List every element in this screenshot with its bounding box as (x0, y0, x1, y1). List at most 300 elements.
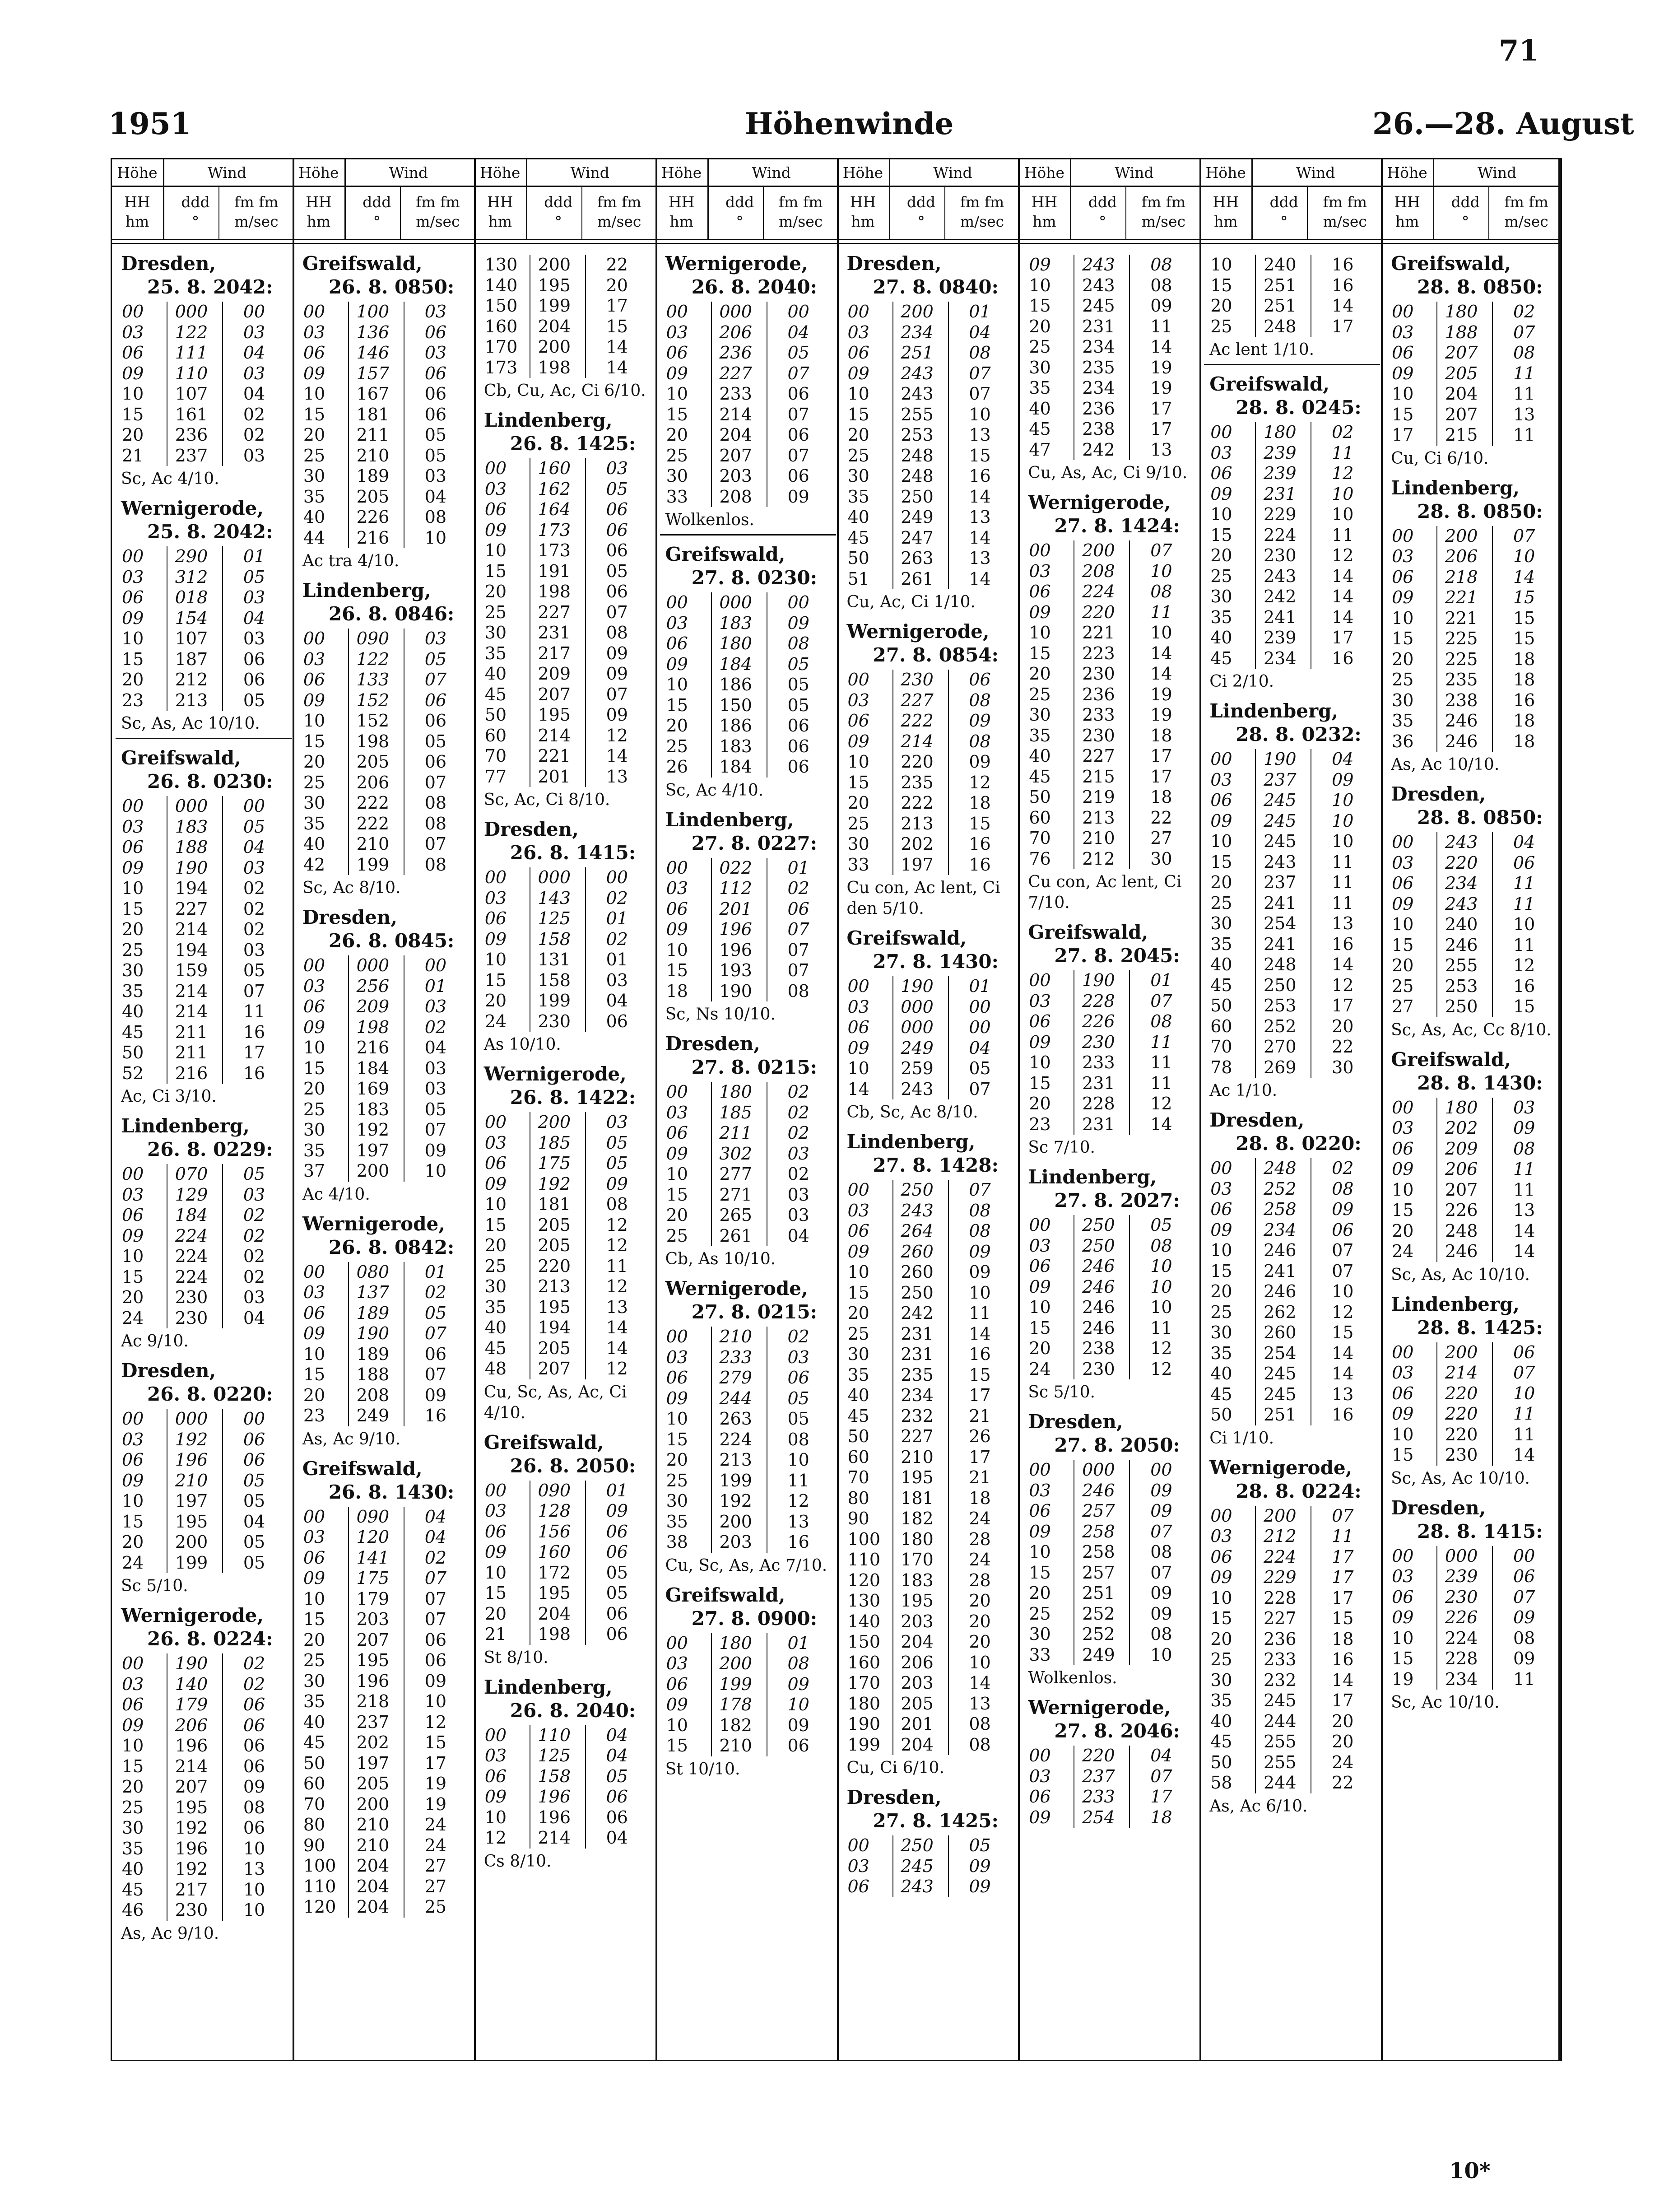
table-row (841, 814, 1018, 834)
height-cell: 25 (1392, 670, 1414, 689)
height-cell: 38 (666, 1532, 688, 1552)
speed-cell: 03 (424, 302, 447, 321)
direction-cell: 254 (1263, 1343, 1297, 1363)
direction-cell: 192 (175, 1429, 208, 1449)
column-header (1200, 159, 1382, 241)
speed-cell: 10 (1332, 1281, 1354, 1301)
height-cell: 76 (1029, 848, 1051, 869)
speed-cell: 08 (969, 1714, 991, 1734)
speed-cell: 09 (969, 1241, 991, 1262)
height-cell: 120 (847, 1570, 881, 1590)
direction-cell: 196 (175, 1838, 208, 1858)
height-cell: 30 (1210, 587, 1232, 606)
height-cell: 00 (666, 592, 688, 612)
direction-cell: 080 (356, 1262, 390, 1282)
speed-cell: 11 (1513, 935, 1535, 955)
observation-time: 28. 8. 0232: (1236, 723, 1362, 745)
height-cell: 06 (122, 1450, 144, 1470)
table-row (479, 1256, 655, 1277)
height-cell: 20 (847, 1303, 869, 1323)
speed-cell: 05 (969, 1835, 991, 1855)
height-cell: 15 (303, 731, 325, 751)
table-row (1204, 1384, 1380, 1405)
speed-cell: 04 (424, 1038, 447, 1057)
height-cell: 30 (847, 1344, 869, 1364)
direction-cell: 241 (1263, 607, 1297, 627)
height-cell: 00 (303, 302, 325, 321)
speed-cell: 06 (424, 363, 447, 383)
table-row (1385, 608, 1562, 629)
table-row (116, 1900, 292, 1921)
direction-cell: 112 (719, 878, 752, 898)
direction-cell: 232 (1263, 1670, 1297, 1690)
table-row (479, 664, 655, 685)
height-cell: 00 (847, 302, 869, 321)
height-cell: 20 (1210, 1281, 1232, 1301)
header-cell: Wind (1115, 164, 1154, 182)
table-row (1023, 378, 1199, 399)
table-row (1204, 1506, 1380, 1527)
speed-cell: 19 (1150, 378, 1172, 398)
speed-cell: 04 (969, 322, 991, 342)
height-cell: 40 (1210, 1364, 1232, 1383)
height-cell: 20 (122, 1532, 144, 1552)
height-cell: 70 (484, 746, 507, 766)
direction-cell: 224 (719, 1429, 752, 1449)
direction-cell: 237 (1263, 769, 1297, 790)
station-name: Dresden, (665, 1033, 760, 1055)
speed-cell: 03 (243, 857, 265, 878)
table-row (1204, 566, 1380, 587)
speed-cell: 21 (969, 1406, 991, 1426)
observation-time: 27. 8. 2045: (1054, 945, 1180, 967)
speed-cell: 11 (1513, 1669, 1535, 1689)
speed-cell: 12 (606, 1276, 628, 1296)
speed-cell: 24 (424, 1835, 447, 1855)
table-row (116, 1512, 292, 1532)
direction-cell: 205 (356, 752, 390, 772)
wind-rows (1385, 832, 1562, 1017)
height-cell: 09 (303, 1017, 325, 1037)
direction-cell: 141 (356, 1547, 390, 1568)
height-cell: 15 (847, 772, 869, 792)
observation-time: 27. 8. 0215: (691, 1056, 818, 1078)
table-row (1204, 1364, 1380, 1384)
height-cell: 09 (303, 1323, 325, 1343)
direction-cell: 256 (356, 976, 390, 996)
table-row (841, 1591, 1018, 1611)
table-row (479, 1235, 655, 1256)
station-block (841, 252, 1018, 613)
direction-cell: 190 (356, 1323, 390, 1343)
direction-cell: 156 (538, 1521, 571, 1541)
cloud-note: Cb, Sc, Ac 8/10. (846, 1103, 978, 1122)
height-cell: 06 (122, 1695, 144, 1714)
cloud-note: Sc, Ns 10/10. (665, 1005, 776, 1024)
table-row (479, 296, 655, 317)
direction-cell: 245 (1263, 790, 1297, 810)
station-block (1023, 921, 1199, 1158)
direction-cell: 204 (1445, 384, 1478, 404)
speed-cell: 11 (969, 1303, 991, 1323)
observation-time: 26. 8. 0842: (328, 1236, 455, 1258)
speed-cell: 07 (1513, 322, 1535, 342)
speed-cell: 10 (1513, 914, 1535, 934)
height-cell: 00 (122, 546, 144, 566)
height-cell: 09 (1029, 1032, 1051, 1052)
header-cell: fm fm (234, 193, 279, 211)
station-block (1204, 1456, 1380, 1817)
direction-cell: 258 (1082, 1542, 1115, 1562)
table-row (660, 1388, 836, 1409)
table-row (1023, 1583, 1199, 1604)
speed-cell: 20 (1332, 1732, 1354, 1751)
table-row (841, 690, 1018, 711)
height-cell: 10 (1029, 623, 1051, 643)
table-row (297, 322, 473, 343)
table-row (1204, 1670, 1380, 1691)
table-row (1204, 1016, 1380, 1037)
direction-cell: 157 (356, 363, 390, 383)
direction-cell: 202 (1445, 1118, 1478, 1138)
height-cell: 06 (484, 1766, 507, 1786)
height-cell: 10 (847, 1058, 869, 1078)
station-block (479, 1676, 655, 1872)
speed-cell: 07 (969, 1079, 991, 1099)
height-cell: 30 (303, 1120, 325, 1140)
direction-cell: 258 (1263, 1199, 1297, 1219)
speed-cell: 17 (969, 1447, 991, 1467)
table-row (116, 858, 292, 879)
height-cell: 25 (303, 772, 325, 792)
direction-cell: 186 (719, 716, 752, 736)
direction-cell: 195 (356, 1650, 390, 1670)
height-cell: 45 (1210, 975, 1232, 995)
wind-rows (841, 302, 1018, 589)
speed-cell: 10 (969, 1282, 991, 1303)
direction-cell: 000 (538, 867, 571, 887)
height-cell: 40 (122, 1001, 144, 1021)
station-block (479, 409, 655, 810)
height-cell: 09 (1029, 1276, 1051, 1297)
height-cell: 15 (1029, 1318, 1051, 1338)
speed-cell: 00 (787, 592, 809, 612)
height-cell: 42 (303, 854, 325, 875)
column-separator (655, 159, 657, 2060)
direction-cell: 195 (901, 1467, 934, 1487)
direction-cell: 136 (356, 322, 390, 342)
table-row (1385, 955, 1562, 976)
station-block (1204, 1108, 1380, 1449)
height-cell: 03 (1210, 769, 1232, 790)
station-block (479, 1431, 655, 1668)
cloud-note: Cs 8/10. (483, 1852, 552, 1871)
cloud-note: Cu con, Ac lent, Ci 7/10. (1028, 873, 1182, 912)
direction-cell: 194 (175, 940, 208, 960)
height-cell: 10 (847, 384, 869, 404)
speed-cell: 16 (787, 1532, 809, 1552)
direction-cell: 207 (175, 1777, 208, 1797)
direction-cell: 214 (175, 981, 208, 1001)
direction-cell: 231 (1263, 484, 1297, 504)
direction-cell: 195 (538, 1583, 571, 1603)
station-name: Wernigerode, (846, 620, 990, 643)
direction-cell: 243 (901, 1079, 934, 1099)
table-row (841, 1303, 1018, 1324)
speed-cell: 11 (1332, 852, 1354, 872)
header-cell: Höhe (1205, 164, 1246, 182)
height-cell: 35 (1210, 607, 1232, 627)
direction-cell: 261 (901, 568, 934, 589)
table-row (1204, 1588, 1380, 1609)
speed-cell: 13 (1513, 1200, 1535, 1220)
speed-cell: 10 (1513, 1383, 1535, 1403)
direction-cell: 198 (538, 582, 571, 601)
table-row (1385, 873, 1562, 894)
table-row (479, 1563, 655, 1583)
speed-cell: 17 (1150, 766, 1172, 787)
station-block (1023, 1410, 1199, 1689)
direction-cell: 312 (175, 567, 208, 587)
speed-cell: 18 (1150, 1807, 1172, 1827)
height-cell: 45 (1210, 648, 1232, 668)
direction-cell: 140 (175, 1674, 208, 1694)
header-sep (763, 186, 764, 239)
direction-cell: 251 (1263, 296, 1297, 316)
speed-cell: 05 (243, 690, 265, 710)
table-row (1023, 970, 1199, 991)
station-name: Lindenberg, (483, 409, 613, 431)
speed-cell: 01 (969, 302, 991, 321)
direction-cell: 196 (538, 1787, 571, 1807)
direction-cell: 243 (901, 363, 934, 383)
table-row (1023, 358, 1199, 378)
table-row (1023, 1807, 1199, 1828)
cloud-note: Wolkenlos. (1028, 1669, 1117, 1687)
speed-cell: 06 (243, 649, 265, 669)
wind-rows (297, 302, 473, 548)
speed-cell: 08 (1332, 1178, 1354, 1199)
direction-cell: 212 (175, 670, 208, 689)
speed-cell: 16 (969, 834, 991, 854)
speed-cell: 10 (969, 1652, 991, 1672)
table-row (1204, 1179, 1380, 1200)
speed-cell: 22 (1332, 1773, 1354, 1793)
cloud-note: As, Ac 9/10. (302, 1430, 401, 1448)
height-cell: 20 (484, 1603, 507, 1624)
height-cell: 09 (666, 654, 688, 674)
direction-cell: 231 (901, 1323, 934, 1344)
observation-time: 28. 8. 0850: (1417, 276, 1543, 298)
speed-cell: 03 (424, 1079, 447, 1099)
station-name: Wernigerode, (665, 1277, 808, 1299)
direction-cell: 231 (538, 623, 571, 643)
table-row (479, 746, 655, 767)
speed-cell: 17 (1150, 398, 1172, 419)
table-row (660, 1144, 836, 1164)
table-row (1385, 997, 1562, 1017)
direction-cell: 221 (1445, 587, 1478, 607)
speed-cell: 03 (424, 997, 447, 1016)
wind-rows (297, 1262, 473, 1426)
speed-cell: 03 (787, 1184, 809, 1205)
speed-cell: 08 (787, 633, 809, 653)
header-cell: ° (554, 213, 562, 230)
direction-cell: 195 (901, 1591, 934, 1611)
wind-rows (1023, 1215, 1199, 1379)
speed-cell: 02 (1332, 1158, 1354, 1178)
direction-cell: 236 (175, 425, 208, 445)
speed-cell: 02 (243, 899, 265, 919)
direction-cell: 196 (538, 1807, 571, 1827)
direction-cell: 243 (901, 384, 934, 404)
table-row (1204, 1752, 1380, 1773)
height-cell: 35 (303, 813, 325, 834)
direction-cell: 181 (356, 404, 390, 424)
header-sep (344, 159, 346, 239)
direction-cell: 203 (356, 1609, 390, 1629)
direction-cell: 205 (538, 1215, 571, 1235)
table-row (297, 976, 473, 997)
height-cell: 190 (847, 1714, 881, 1734)
speed-cell: 09 (424, 1385, 447, 1405)
direction-cell: 241 (1263, 934, 1297, 954)
table-row (1023, 1542, 1199, 1563)
direction-cell: 230 (175, 1900, 208, 1920)
table-row (479, 726, 655, 746)
wind-rows (1023, 1746, 1199, 1828)
table-row (1385, 629, 1562, 649)
direction-cell: 090 (538, 1480, 571, 1500)
height-cell: 30 (303, 1671, 325, 1691)
table-row (297, 773, 473, 793)
direction-cell: 279 (719, 1368, 752, 1388)
direction-cell: 245 (1082, 296, 1115, 316)
speed-cell: 08 (1513, 343, 1535, 363)
height-cell: 30 (122, 960, 144, 980)
direction-cell: 260 (901, 1241, 934, 1262)
table-row (479, 458, 655, 479)
table-row (1385, 690, 1562, 711)
header-cell: m/sec (1323, 213, 1367, 230)
speed-cell: 05 (1150, 1215, 1172, 1235)
table-row (1023, 1624, 1199, 1645)
table-row (1385, 567, 1562, 588)
direction-cell: 263 (901, 548, 934, 568)
observation-time: 27. 8. 0215: (691, 1301, 818, 1323)
table-row (1385, 1221, 1562, 1242)
table-row (297, 814, 473, 834)
table-row (116, 1777, 292, 1798)
table-row (297, 1794, 473, 1815)
speed-cell: 07 (969, 384, 991, 404)
table-row (116, 1450, 292, 1471)
speed-cell: 03 (243, 445, 265, 466)
table-row (1204, 1690, 1380, 1711)
speed-cell: 14 (969, 527, 991, 548)
table-row (297, 834, 473, 855)
table-row (660, 716, 836, 736)
speed-cell: 07 (1150, 1562, 1172, 1583)
height-cell: 20 (666, 1205, 688, 1225)
height-cell: 40 (1210, 628, 1232, 647)
header-sep (526, 159, 527, 239)
height-cell: 03 (1210, 1526, 1232, 1546)
table-row (1385, 526, 1562, 547)
direction-cell: 206 (901, 1652, 934, 1672)
table-row (841, 1365, 1018, 1386)
table-row (1204, 1057, 1380, 1078)
table-row (479, 1583, 655, 1604)
direction-cell: 214 (1445, 1363, 1478, 1383)
speed-cell: 24 (969, 1550, 991, 1569)
table-row (841, 1385, 1018, 1406)
table-row (116, 1798, 292, 1818)
station-name: Lindenberg, (483, 1676, 613, 1698)
speed-cell: 20 (1332, 1711, 1354, 1731)
speed-cell: 10 (1332, 831, 1354, 851)
table-row (841, 1426, 1018, 1447)
table-row (297, 1364, 473, 1385)
speed-cell: 17 (1332, 1546, 1354, 1567)
speed-cell: 06 (243, 1695, 265, 1714)
direction-cell: 251 (1082, 1583, 1115, 1603)
table-row (479, 1542, 655, 1563)
station-block (479, 255, 655, 401)
table-row (1023, 808, 1199, 829)
table-row (116, 1532, 292, 1553)
speed-cell: 09 (1150, 1501, 1172, 1521)
table-row (660, 302, 836, 322)
speed-cell: 11 (1513, 1179, 1535, 1200)
table-row (660, 1633, 836, 1654)
column-header (293, 159, 475, 241)
wind-rows (116, 546, 292, 711)
speed-cell: 14 (1332, 607, 1354, 627)
direction-cell: 203 (901, 1611, 934, 1631)
direction-cell: 183 (175, 816, 208, 837)
table-row (479, 643, 655, 664)
table-row (479, 1338, 655, 1359)
table-row (841, 976, 1018, 997)
table-row (297, 1691, 473, 1712)
speed-cell: 04 (243, 1511, 265, 1532)
table-row (660, 1185, 836, 1206)
height-cell: 25 (1210, 1302, 1232, 1322)
speed-cell: 05 (243, 1552, 265, 1573)
height-cell: 03 (303, 976, 325, 996)
height-cell: 27 (1392, 997, 1414, 1016)
height-cell: 10 (303, 711, 325, 731)
direction-cell: 214 (538, 725, 571, 745)
speed-cell: 06 (424, 711, 447, 731)
height-cell: 00 (847, 670, 869, 689)
speed-cell: 09 (969, 1856, 991, 1876)
height-cell: 15 (1392, 404, 1414, 424)
direction-cell: 195 (538, 275, 571, 295)
speed-cell: 12 (606, 1235, 628, 1255)
table-row (1023, 1032, 1199, 1053)
speed-cell: 05 (243, 1532, 265, 1552)
direction-cell: 252 (1082, 1624, 1115, 1644)
height-cell: 06 (484, 1153, 507, 1173)
table-row (297, 1712, 473, 1733)
wind-rows (297, 955, 473, 1182)
speed-cell: 07 (243, 981, 265, 1001)
table-row (1023, 1522, 1199, 1542)
station-name: Dresden, (1391, 1496, 1486, 1519)
direction-cell: 199 (175, 1552, 208, 1573)
